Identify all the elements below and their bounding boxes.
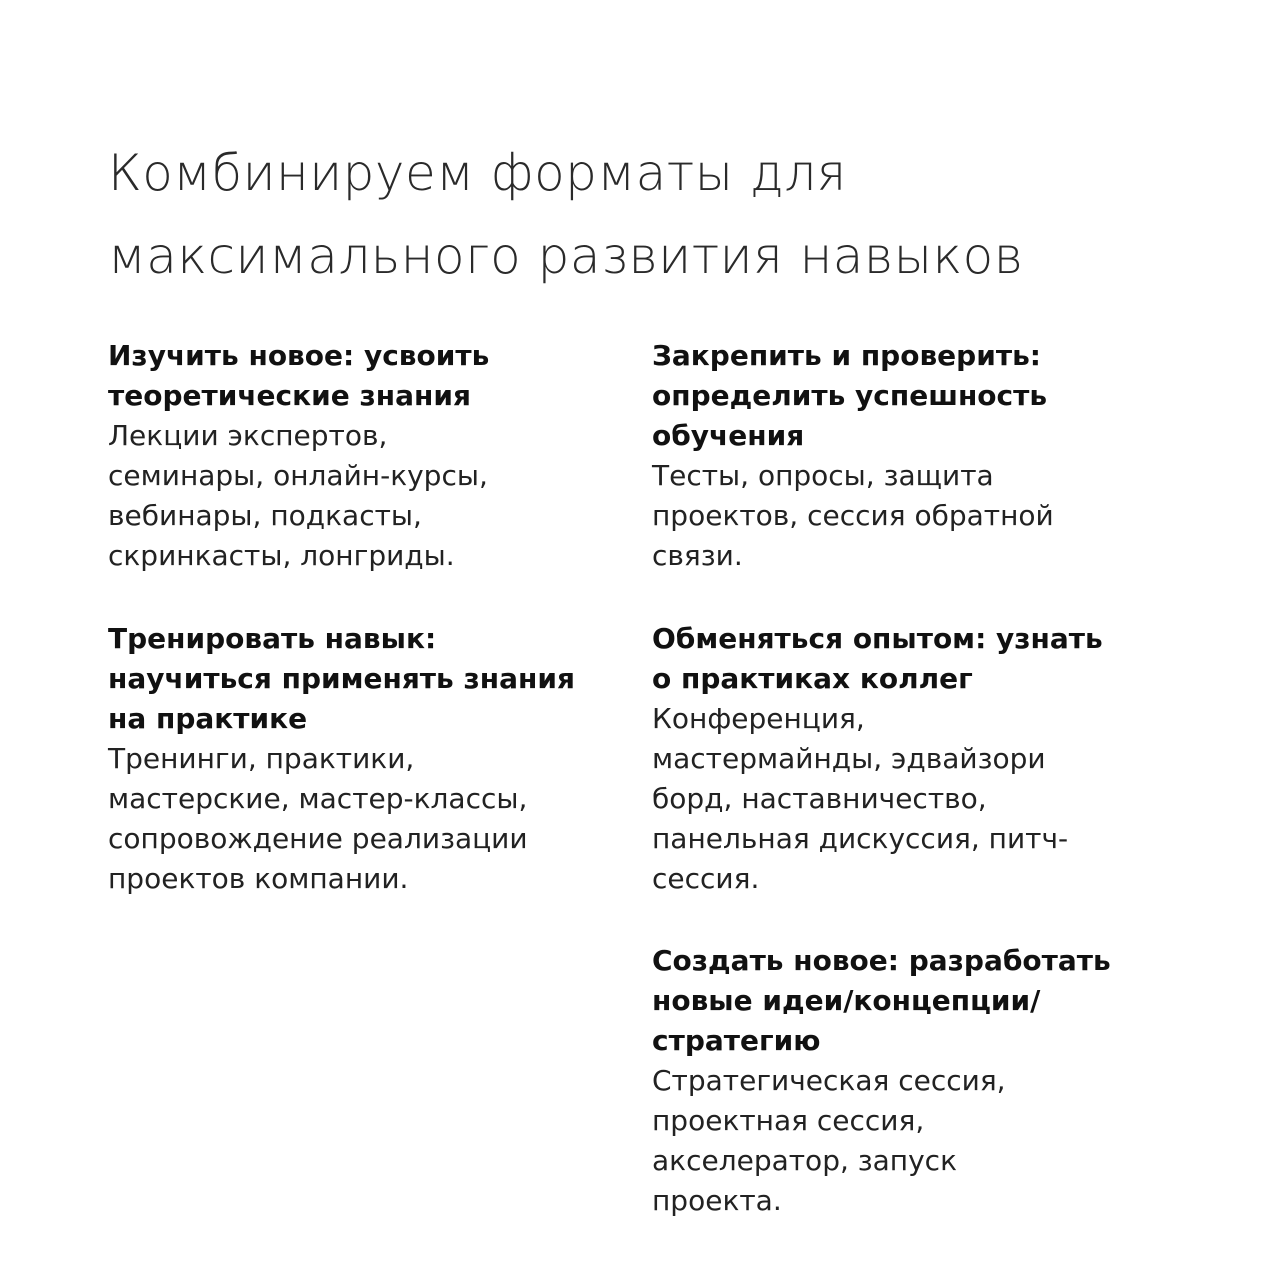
block-heading-line: теоретические знания [108, 379, 471, 412]
block-body-line: вебинары, подкасты, [108, 499, 422, 532]
page-title-line: Комбинируем форматы для [108, 144, 847, 202]
block-body-line: Стратегическая сессия, [652, 1064, 1006, 1097]
block-body [652, 1061, 1172, 1221]
block-heading-line: на практике [108, 702, 308, 735]
block-heading [652, 336, 1172, 456]
block-heading [108, 336, 608, 416]
block-body-line: связи. [652, 539, 743, 572]
block-body [652, 456, 1172, 576]
format-block-share [652, 619, 1172, 899]
block-body-line: панельная дискуссия, питч- [652, 822, 1069, 855]
block-body-line: Лекции экспертов, [108, 419, 388, 452]
block-body-line: акселератор, запуск [652, 1144, 957, 1177]
block-body-line: Тренинги, практики, [108, 742, 415, 775]
block-heading-line: обучения [652, 419, 805, 452]
block-heading-line: Закрепить и проверить: [652, 339, 1041, 372]
block-body-line: проектов, сессия обратной [652, 499, 1054, 532]
page-title [108, 132, 1188, 298]
block-body-line: мастермайнды, эдвайзори [652, 742, 1046, 775]
block-heading-line: Изучить новое: усвоить [108, 339, 490, 372]
block-heading-line: Обменяться опытом: узнать [652, 622, 1103, 655]
block-body-line: Конференция, [652, 702, 865, 735]
block-body-line: проектная сессия, [652, 1104, 925, 1137]
block-body-line: проектов компании. [108, 862, 409, 895]
block-body-line: сопровождение реализации [108, 822, 528, 855]
format-block-learn [108, 336, 608, 576]
block-heading-line: научиться применять знания [108, 662, 575, 695]
block-heading-line: о практиках коллег [652, 662, 973, 695]
block-heading-line: новые идеи/концепции/ [652, 984, 1041, 1017]
format-block-create [652, 941, 1172, 1221]
block-heading-line: стратегию [652, 1024, 821, 1057]
block-heading-line: определить успешность [652, 379, 1048, 412]
block-body-line: скринкасты, лонгриды. [108, 539, 455, 572]
block-body [652, 699, 1172, 899]
block-body-line: семинары, онлайн-курсы, [108, 459, 488, 492]
block-body-line: борд, наставничество, [652, 782, 987, 815]
block-heading [652, 619, 1172, 699]
block-heading-line: Создать новое: разработать [652, 944, 1111, 977]
format-block-train [108, 619, 608, 899]
block-body [108, 416, 608, 576]
block-body-line: Тесты, опросы, защита [652, 459, 994, 492]
block-heading [652, 941, 1172, 1061]
format-block-verify [652, 336, 1172, 576]
block-body-line: проекта. [652, 1184, 782, 1217]
page-title-line: максимального развития навыков [108, 227, 1024, 285]
block-heading-line: Тренировать навык: [108, 622, 437, 655]
block-body-line: мастерские, мастер-классы, [108, 782, 528, 815]
block-body-line: сессия. [652, 862, 760, 895]
block-heading [108, 619, 608, 739]
block-body [108, 739, 608, 899]
